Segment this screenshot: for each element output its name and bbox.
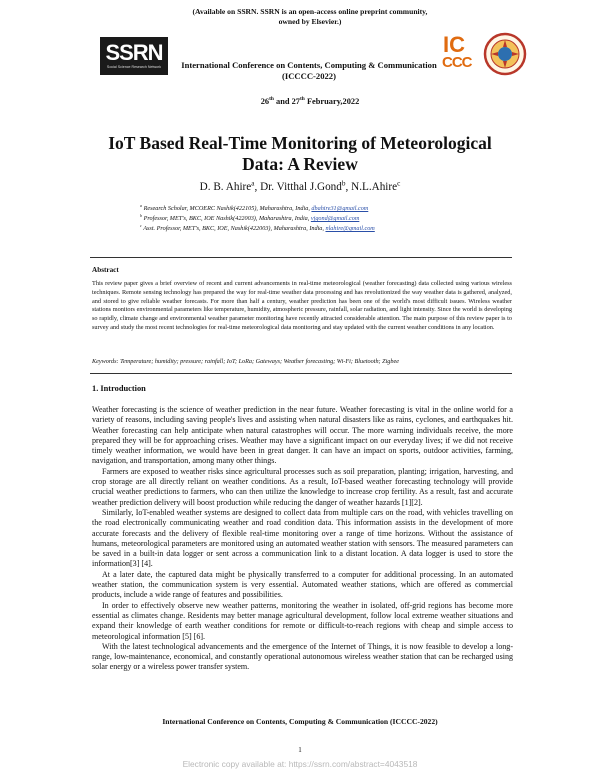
author-1-sup: a [251, 179, 255, 188]
icccc-logo-line2: CCC [442, 54, 472, 71]
abstract-heading: Abstract [92, 266, 119, 274]
ssrn-logo-text: SSRN [105, 40, 163, 65]
affiliation-c-sup: c [140, 222, 142, 228]
paper-title: IoT Based Real-Time Monitoring of Meteorological Data: A Review [108, 133, 492, 174]
affiliation-b [140, 214, 520, 224]
divider-bottom [90, 373, 512, 374]
section-heading: 1. Introduction [92, 384, 146, 393]
keywords-label: Keywords [92, 358, 117, 365]
footer-conference: International Conference on Contents, Computing & Communication (ICCCC-2022) [162, 717, 438, 726]
author-sep: , [345, 181, 352, 193]
ssrn-watermark-link[interactable]: Electronic copy available at: https://ssrn.com/abstract=4043518 [182, 759, 418, 769]
conference-dates [200, 97, 420, 106]
affiliation-a-sup: a [140, 202, 143, 208]
author-3-sup: c [397, 179, 401, 188]
date-month: February,2022 [304, 97, 360, 106]
affiliations [140, 204, 520, 234]
email-link-a[interactable]: dbahire31@gmail.com [311, 205, 369, 212]
ssrn-logo-tagline: Social Science Research Network [106, 65, 162, 69]
affiliation-b-sup: b [140, 212, 143, 218]
paragraph: With the latest technological advancements and the emergence of the Internet of Things, it is now feasible to develop a long-range, low-maintenance, economical, and constantly operational autonomous wireless weather station that can be recharged using solar energy or a wireless power transfer system. [92, 641, 513, 672]
author-2: Dr. Vitthal J.Gond [260, 181, 342, 193]
affiliation-c-text: Asst. Professor, MET's, BKC, IOE, Nashik(422003), Maharashtra, India, [141, 225, 326, 232]
icccc-logo [440, 32, 480, 72]
divider-top [90, 257, 512, 258]
paragraph: Farmers are exposed to weather risks since agricultural processes such as soil preparation, planting; irrigation, harvesting, and crop storage are all directly reliant on weather conditions. As a result, IoT-based weather forecasting technology will provide crucial weather predictions to farmers, who can then utilize the knowledge to increase crop fertility. As a result, fast and accurate weather prediction delivery will boost production while reducing the danger of weather hazards [1][2]. [92, 466, 513, 507]
date-sup1: th [269, 96, 274, 103]
paragraph: At a later date, the captured data might be physically transferred to a computer for additional processing. In an automated weather station, the communication system is very essential. Automated weather stations, which are offered as commercial products, include a wide range of features and possibilities. [92, 569, 513, 600]
paragraph: Weather forecasting is the science of weather prediction in the near future. Weather forecasting is vital in the online world for a variety of reasons, including saving people's lives and assisting when natural disasters like as rains, cyclones, and earthquakes hit. Weather forecasting can help anticipate when natural catastrophes will occur. The more warning individuals receive, the more prepared they will be for approaching crises. Weather may have a significant impact on our everyday lives; if we did not receive timely weather information, we would have been in great danger. It can have an impact on sports, outdoor activities, farming, navigation, and transportation, among many other things. [92, 405, 513, 466]
email-link-c[interactable]: nlahire@gmail.com [325, 225, 375, 232]
conference-header: International Conference on Contents, Computing & Communication (ICCCC-2022) [181, 60, 437, 81]
affiliation-a-text: Research Scholar, MCOERC Nashik(422105), Maharashtra, India, [142, 205, 312, 212]
ssrn-logo [100, 37, 168, 75]
date-day1: 26 [260, 97, 270, 106]
author-2-sup: b [341, 179, 346, 188]
keywords [92, 358, 512, 365]
author-1: D. B. Ahire [199, 181, 252, 193]
introduction-body [92, 405, 513, 673]
page-number: 1 [298, 746, 302, 754]
keywords-list: : Temperature; humidity; pressure; rainfall; IoT; LoRa; Gateways; Weather forecasting; Wi-Fi; Bluetooth; Zigbee [116, 358, 399, 365]
affiliation-c [140, 224, 520, 234]
paragraph: In order to effectively observe new weather patterns, monitoring the weather in isolated, off-grid regions has become more essential as climates change. Residents may better manage agricultural development, follow local extreme weather situations and expand their knowledge of earth weather conditions for remote or difficult-to-reach regions with cheap and simple access to meteorological information [5] [6]. [92, 600, 513, 641]
affiliation-a [140, 204, 520, 214]
paragraph: Similarly, IoT-enabled weather systems are designed to collect data from multiple cars on the road, with vehicles travelling on the road electronically communicating weather and road condition data. This information assists in the development of more accurate forecasts and the delivery of flexible real-time monitoring over a range of time horizons. Without the assistance of humans, meteorological parameters are monitored using an automated weather station with sensors. The measured parameters can be saved in a built-in data logger or sent across a communication link to a distant location. A data logger is used to store the information[3] [4]. [92, 507, 513, 569]
author-list [120, 181, 480, 193]
icccc-logo-line1: IC [443, 32, 465, 57]
availability-note: (Available on SSRN. SSRN is an open-access online preprint community, owned by Elsevier.) [192, 7, 428, 26]
institute-seal-icon [483, 32, 527, 76]
date-sup2: th [300, 96, 305, 103]
date-day2: and 27 [273, 97, 300, 106]
author-3: N.L.Ahire [351, 181, 398, 193]
affiliation-b-text: Professor, MET's, BKC, IOE Nashik(422003), Maharashtra, India, [142, 215, 311, 222]
author-sep: , [254, 181, 261, 193]
email-link-b[interactable]: vjgond@gmail.com [310, 215, 360, 222]
abstract-text: This review paper gives a brief overview of recent and current advancements in real-time meteorological (weather forecasting) data collected using various wireless techniques. Remote sensing technology has prepared the way for real-time weather data processing and has revolutionized the way weather data is gathered, analyzed, and stored to give reliable weather forecasts. For more than half a century, weather prediction has been one of the world's most difficult issues. Wireless weather stations monitors environmental parameters like temperature, humidity, atmospheric pressure, rainfall, solar radiation, and light intensity. Since the world is developing so rapidly, climate change and environmental weather parameter monitoring have recently attracted considerable attention. The main purpose of this review paper is to survey and study the most recent technologies for real-time meteorological data monitoring and stay updated with the current weather conditions in any location. [92, 280, 512, 331]
